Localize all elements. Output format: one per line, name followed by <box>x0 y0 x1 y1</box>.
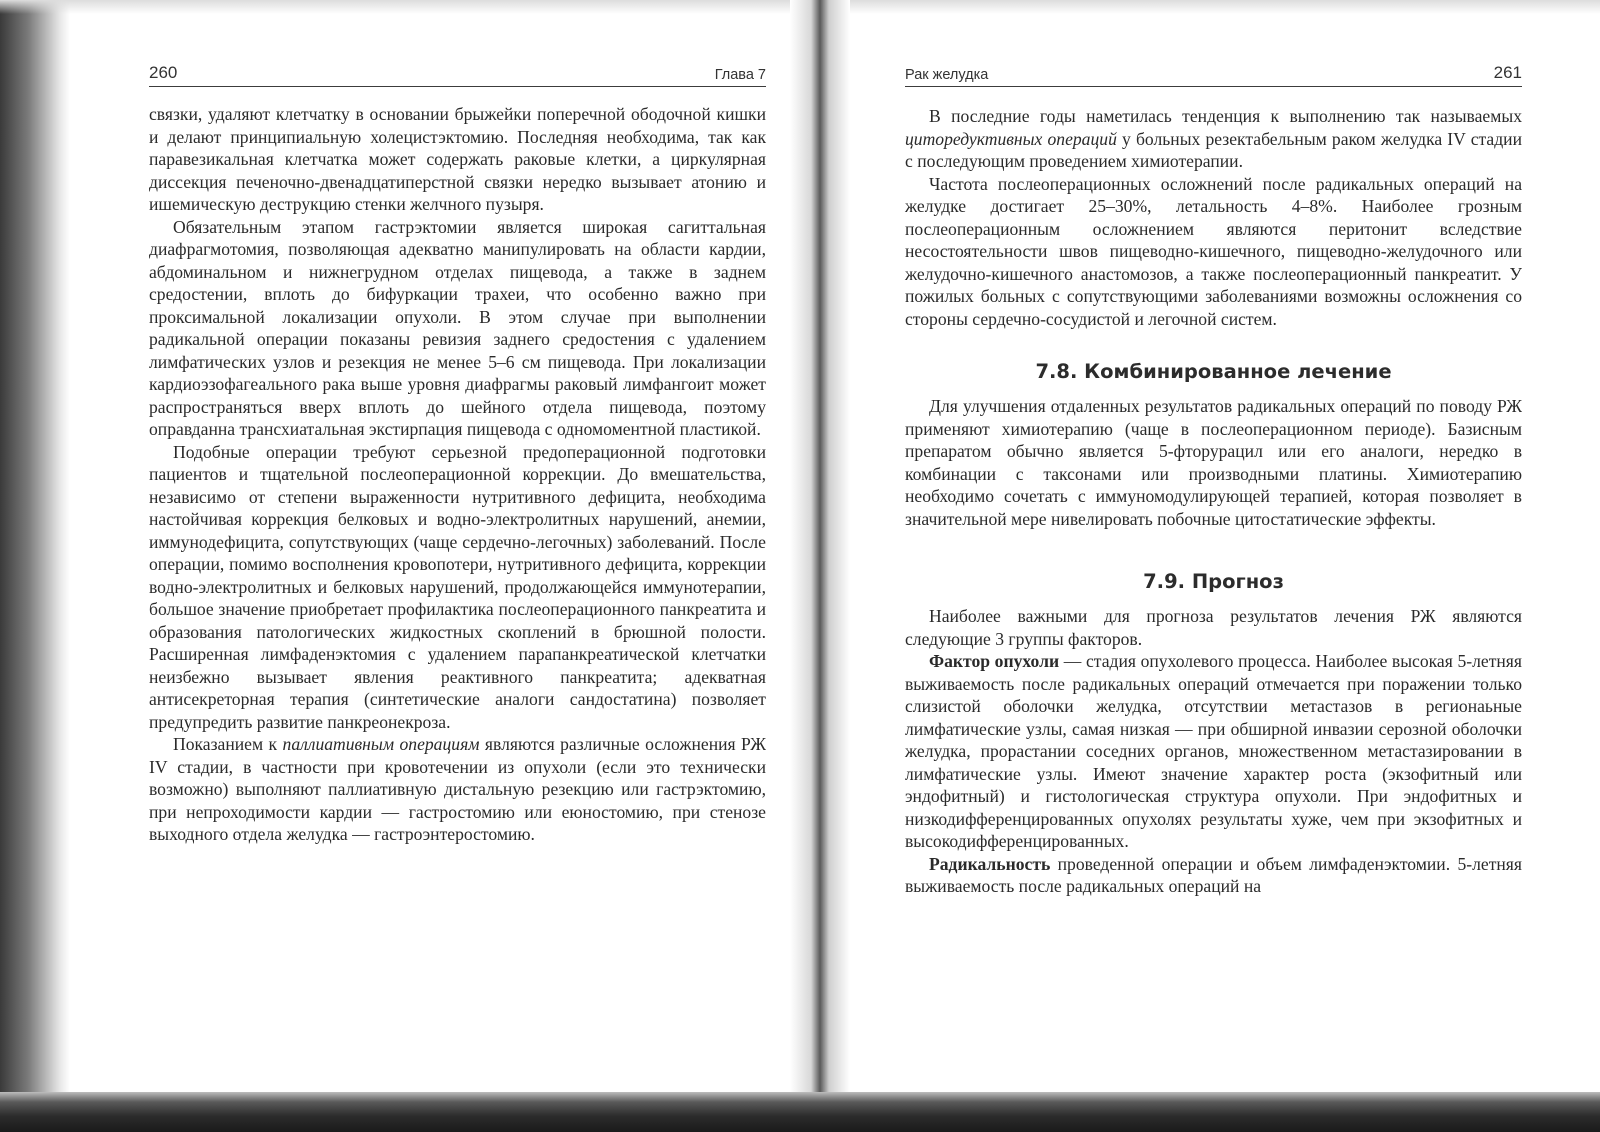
chapter-label: Глава 7 <box>714 67 766 83</box>
book-left-edge-shadow <box>0 0 70 1132</box>
left-page-body <box>149 103 766 846</box>
radicality-term: Радикальность <box>929 853 1051 874</box>
page-number-right: 261 <box>1493 63 1522 82</box>
paragraph-preoperative-preparation: Подобные операции требуют серьезной предоперационной подготовки пациентов и тщательной послеоперационной коррекции. До вмешательства, независимо от степени выраженности нутритивного дефицита, необходима настойчивая коррекция белковых и водно-электролитных нарушений, анемии, иммунодефицита, сопутствующих (чаще сердечно-легочных) заболеваний. После операции, помимо восполнения кровопотери, нутритивного дефицита, коррекции водно-электролитных и белковых нарушений, продолжающейся иммунотерапии, большое значение приобретает профилактика послеоперационного панкреатита и образования патологических жидкостных скоплений в брюшной полости. Расширенная лимфаденэктомия с удалением парапанкреатической клетчатки неизбежно вызывает явления реактивного панкреатита; адекватная антисекреторная терапия (синтетические аналоги сандостатина) позволяет предупредить развитие панкреонекроза. <box>149 441 766 732</box>
book-gutter-shadow <box>790 0 850 1132</box>
palliative-text-end: являются различные осложнения РЖ IV стадии, в частности при кровотечении из опухоли (если это технически возможно) выполняют паллиативную дистальную резекцию или гастрэктомию, при непроходимости кардии — гастростомию или еюностомию, при стенозе выходного отдела желудка — гастроэнтеростомию. <box>149 734 766 844</box>
tumor-factor-term: Фактор опухоли <box>929 651 1060 671</box>
paragraph-palliative-operations <box>149 733 766 846</box>
section-heading-prognosis: 7.9. Прогноз <box>1143 570 1284 593</box>
radicality-text: проведенной операции и объем лимфаденэктомии. 5-летняя выживаемость после радикальных операций на <box>905 853 1522 896</box>
paragraph-diaphragmotomy: Обязательным этапом гастрэктомии является широкая сагиттальная диафрагмотомия, позволяющая адекватно манипулировать на области кардии, абдоминальном и нижнегрудном отделах пищевода, а также в заднем средостении, вплоть до бифуркации трахеи, что особенно важно при проксимальной локализации опухоли. В этом случае при выполнении радикальной операции показаны ревизия заднего средостения с удалением лимфатических узлов и резекция не менее 5–6 см пищевода. При локализации кардиоэзофагеального рака выше уровня диафрагмы раковый лимфангоит может распространяться вверх вплоть до шейного отдела пищевода, поэтому оправданна трансхиатальная экстирпация пищевода с одномоментной пластикой. <box>149 216 766 439</box>
paragraph-cytoreductive <box>905 105 1522 173</box>
tumor-factor-text: — стадия опухолевого процесса. Наиболее высокая 5-летняя выживаемость после радикальных операций отмечается при поражении только слизистой оболочки желудка, отсутствии метастазов в регионаьные лимфатические узлы, самая низкая — при обширной инвазии серозной оболочки желудка, прорастании соседних органов, множественном метастазировании в лимфатические узлы. Имеют значение характер роста (экзофитный или эндофитный) и гистологическая структура опухоли. При эндофитных и низкодифференцированных опухолях результаты хуже, чем при экзофитных и высокодифференцированных. <box>905 651 1522 851</box>
paragraph-radicality <box>905 853 1522 898</box>
running-head-left <box>149 60 766 87</box>
page-number-left: 260 <box>149 63 178 82</box>
palliative-emphasis: паллиативным операциям <box>282 734 480 754</box>
left-page <box>149 0 766 1090</box>
running-title: Рак желудка <box>905 67 989 83</box>
paragraph-prognosis-intro: Наиболее важными для прогноза результатов лечения РЖ являются следующие 3 группы факторов. <box>905 606 1522 649</box>
section-heading-combined-treatment: 7.8. Комбинированное лечение <box>1035 360 1392 383</box>
cytoreductive-text-start: В последние годы наметилась тенденция к выполнению так называемых <box>929 106 1522 126</box>
right-page <box>905 0 1522 1090</box>
right-page-body <box>905 105 1522 898</box>
scanner-bottom-edge <box>0 1092 1600 1132</box>
palliative-text-start: Показанием к <box>173 734 283 754</box>
paragraph-combined-treatment: Для улучшения отдаленных результатов радикальных операций по поводу РЖ применяют химиотерапию (чаще в послеоперационном периоде). Базисным препаратом обычно является 5-фторурацил или его аналоги, нередко в комбинации с таксонами или производными платины. Химиотерапию необходимо сочетать с иммуномодулирующей терапией, которая позволяет в значительной мере нивелировать побочные цитостатические эффекты. <box>905 396 1522 529</box>
cytoreductive-emphasis: циторедуктивных операций <box>905 128 1117 149</box>
paragraph-complications: Частота послеоперационных осложнений после радикальных операций на желудке достигает 25–30%, летальность 4–8%. Наиболее грозным послеоперационным осложнением являются перитонит вследствие несостоятельности швов пищеводно-кишечного, пищеводно-желудочного или желудочно-кишечного анастомозов, а также послеоперационный панкреатит. У пожилых больных с сопутствующими заболеваниями возможны осложнения со стороны сердечно-сосудистой и легочной систем. <box>905 173 1522 329</box>
running-head-right <box>905 60 1522 87</box>
cytoreductive-text-end: у больных резектабельным раком желудка IV стадии с последующим проведением химиотерапии. <box>905 128 1522 171</box>
paragraph-tumor-factor <box>905 650 1522 853</box>
paragraph-cholecystectomy: связки, удаляют клетчатку в основании брыжейки поперечной ободочной кишки и делают принципиальную холецистэктомию. Последняя необходима, так как паравезикальная клетчатка может содержать раковые клетки, а циркулярная диссекция печеночно-двенадцатиперстной связки нередко вызывает атонию и ишемическую деструкцию стенки желчного пузыря. <box>149 104 766 214</box>
